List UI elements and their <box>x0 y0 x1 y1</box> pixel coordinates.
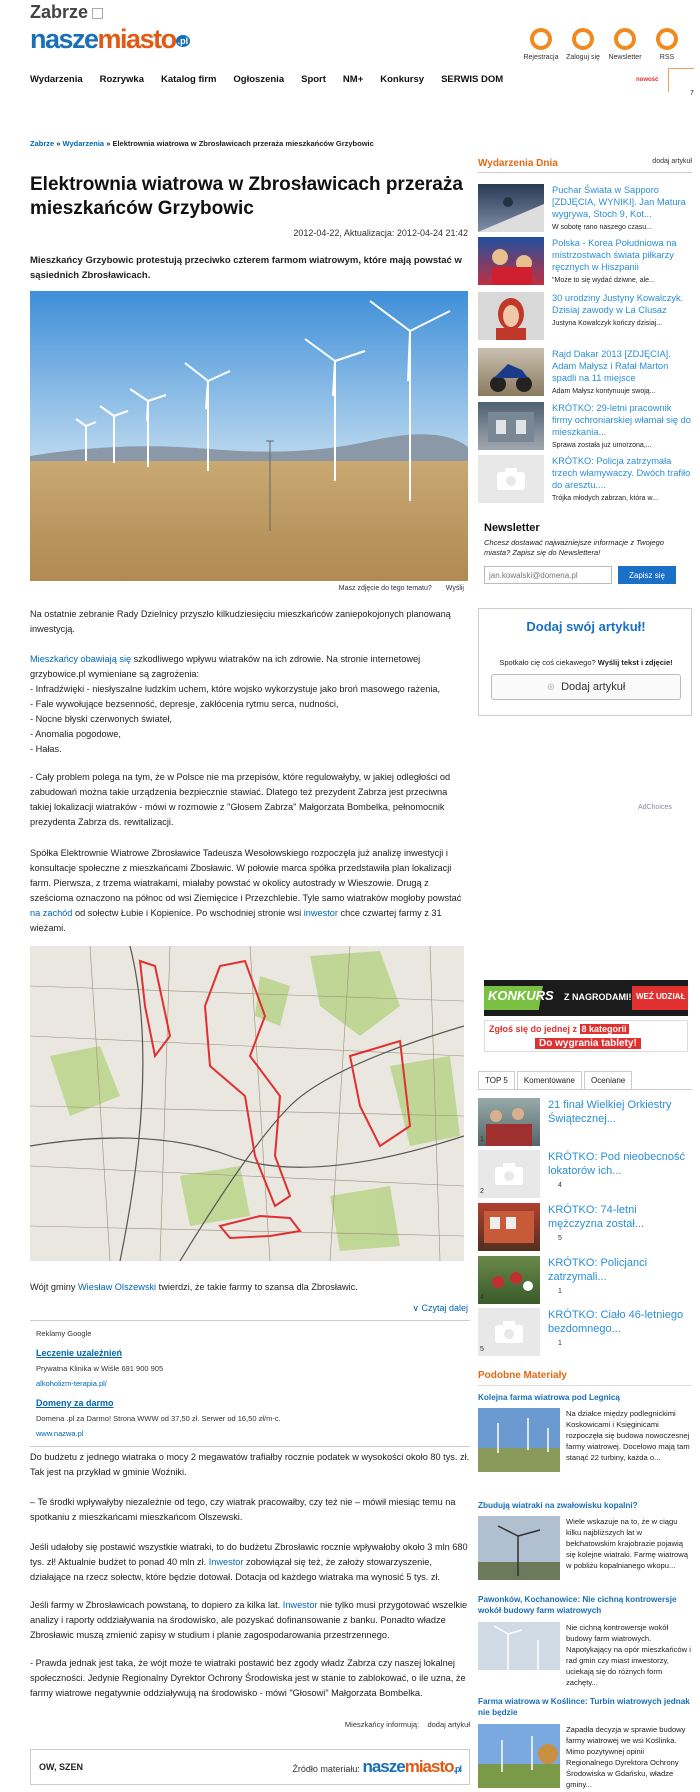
top5-thumb[interactable] <box>478 1150 540 1198</box>
breadcrumb-current: Elektrownia wiatrowa w Zbrosławicach przeraża mieszkańców Grzybowic <box>112 139 374 148</box>
top5-rank: 4 <box>480 1294 484 1301</box>
nav-nm-plus[interactable]: NM+ <box>342 74 364 85</box>
banner2-line2: Do wygrania tablety! <box>535 1038 641 1049</box>
article-link-inwestor-3[interactable]: Inwestor <box>282 1600 318 1610</box>
wd-item[interactable] <box>478 184 692 236</box>
newsletter-text: Chcesz dostawać najważniejsze informacje z Twojego miasta? Zapisz się do Newslettera! <box>484 538 664 557</box>
city-select-icon[interactable] <box>92 8 103 19</box>
article-link-inwestor[interactable]: inwestor <box>303 908 338 918</box>
related-item-title[interactable]: Kolejna farma wiatrowa pod Legnicą <box>478 1393 620 1402</box>
article-p4-text: Spółka Elektrownie Wiatrowe Zbrosławice Tadeusza Wesołowskiego rozpoczęła już analizę inwestycji i konsultacje społeczne z mieszkańcami Zbosławic. W połowie marca spółka przedstawiła plan lokalizacji farm. Pierwsza, z trzema wiatrakami, miałaby powstać w okolicy autostrady w Wieszowie. Drugą z sześcioma oznaczono na północ od wsi Ziemięcice i Przezchlebie. Tyle samo wiatraków mogłoby powstać <box>30 848 462 903</box>
tablet-banner[interactable] <box>484 1020 688 1052</box>
related-thumb[interactable] <box>478 1724 560 1788</box>
related-item-title[interactable]: Farma wiatrowa w Koślince: Turbin wiatrowych jednak nie będzie <box>478 1697 690 1717</box>
article-p8 <box>30 1540 470 1585</box>
ad-desc: Prywatna Klinika w Wiśle 691 900 905 <box>36 1364 164 1373</box>
article-link-inwestor-2[interactable]: Inwestor <box>208 1557 244 1567</box>
top5-item[interactable] <box>478 1098 692 1148</box>
wd-thumb[interactable] <box>478 292 544 340</box>
wd-item[interactable] <box>478 348 692 400</box>
related-item-title[interactable]: Zbudują wiatraki na zwałowisku kopalni? <box>478 1501 638 1510</box>
article-p8-text: Jeśli udałoby się postawić wszystkie wiatraki, to do budżetu Zbrosławic rocznie wpływałoby około 3 mln 680 tys. zł! Aktualnie budżet to ponad 40 mln zł. <box>30 1542 468 1567</box>
wd-item-title[interactable]: 30 urodziny Justyny Kowalczyk. Dzisiaj zawody w La Clusaz <box>552 293 684 315</box>
related-item-text: Nie cichną kontrowersje wokół budowy farm wiatrowych. Napotykający na opór mieszkańców i rad gmin czy miast inwestorzy, uciekają się do różnych form zachęty... <box>566 1623 691 1687</box>
header-icons <box>520 28 688 61</box>
camera-icon <box>496 467 526 491</box>
nav-wydarzenia[interactable]: Wydarzenia <box>30 74 83 85</box>
main-nav <box>30 74 520 85</box>
tab-oceniane[interactable]: Oceniane <box>584 1071 632 1089</box>
city-name[interactable]: Zabrze <box>30 2 103 23</box>
nav-rozrywka[interactable]: Rozrywka <box>99 74 144 85</box>
wd-item[interactable] <box>478 455 692 507</box>
wd-thumb[interactable] <box>478 402 544 450</box>
wd-thumb[interactable] <box>478 455 544 503</box>
wd-item-sub: Trójka młodych zabrzan, która w... <box>552 495 658 502</box>
wd-item-title[interactable]: Polska - Korea Południowa na mistrzostwach świata piłkarzy ręcznych w Hiszpanii <box>552 238 677 272</box>
top5-comments: 1 <box>558 1288 562 1295</box>
nav-extra-box <box>668 68 694 92</box>
ad-url[interactable]: www.nazwa.pl <box>36 1429 84 1438</box>
camera-icon <box>494 1320 524 1344</box>
breadcrumb-sep: » <box>106 139 111 148</box>
top5-item[interactable] <box>478 1150 692 1202</box>
article-link-zachod[interactable]: na zachód <box>30 908 73 918</box>
article-dates: 2012-04-22, Aktualizacja: 2012-04-24 21:42 <box>293 228 468 238</box>
inform-row <box>30 1720 470 1729</box>
related-item[interactable] <box>478 1594 692 1687</box>
banner-udzial: WEŹ UDZIAŁ <box>636 992 686 1001</box>
wd-header <box>478 158 692 173</box>
add-article-title: Dodaj swój artykuł! <box>526 619 646 634</box>
top5-comments: 1 <box>558 1340 562 1347</box>
top5-item[interactable] <box>478 1203 692 1255</box>
rss-icon <box>656 28 678 50</box>
article-photo[interactable] <box>30 291 468 581</box>
register-icon <box>530 28 552 50</box>
wd-thumb[interactable] <box>478 237 544 285</box>
plus-icon: ⊕ <box>546 681 556 693</box>
related-item[interactable] <box>478 1500 692 1590</box>
article-p9 <box>30 1598 470 1643</box>
nav-serwis-dom[interactable]: SERWIS DOM <box>441 74 504 85</box>
article-p3: - Cały problem polega na tym, że w Polsce nie ma przepisów, które regulowałyby, w jakiej odległości od zabudowań można takie urządzenia bezpiecznie stawiać. Dlatego też prezydent Zabrza jest przeciwna takiej lokalizacji wiatraków - mówi w rozmowie z "Głosem Zabrza" Małgorzata Bombelka, pełnomocnik prezydenta Zabrza ds. rewitalizacji. <box>30 772 451 827</box>
banner-nagrody: Z NAGRODAMI! <box>564 992 632 1002</box>
article-title: Elektrownia wiatrowa w Zbrosławicach przeraża mieszkańców Grzybowic <box>30 174 463 219</box>
threat-item: - Anomalia pogodowe, <box>30 729 121 739</box>
article-p4 <box>30 846 470 936</box>
login-link[interactable]: Zaloguj się <box>562 28 604 61</box>
wd-add-link[interactable]: dodaj artykuł <box>652 158 692 165</box>
newsletter-title: Newsletter <box>484 522 540 534</box>
related-title: Podobne Materiały <box>478 1370 692 1386</box>
top5-thumb[interactable] <box>478 1308 540 1356</box>
article-link-obawiaja[interactable]: Mieszkańcy obawiają się <box>30 654 132 664</box>
wd-item[interactable] <box>478 237 692 289</box>
add-q2: Wyślij tekst i zdjęcie! <box>597 658 673 667</box>
ad-desc: Domena .pl za Darmo! Strona WWW od 37,50 zł. Serwer od 16,50 zł/m-c. <box>36 1414 281 1423</box>
tab-komentowane[interactable]: Komentowane <box>517 1071 582 1089</box>
tab-top5[interactable]: TOP 5 <box>478 1071 515 1089</box>
wd-item[interactable] <box>478 292 692 344</box>
register-link[interactable]: Rejestracja <box>520 28 562 61</box>
wd-title: Wydarzenia Dnia <box>478 158 558 169</box>
article-footer <box>30 1749 470 1785</box>
add-q1: Spotkało cię coś ciekawego? <box>499 658 598 667</box>
wd-item-title[interactable]: Puchar Świata w Sapporo [ZDJĘCIA, WYNIKI]. Jan Matura wygrywa, Stoch 9, Kot... <box>552 185 686 219</box>
source-logo[interactable]: naszemiasto.pl <box>362 1757 461 1776</box>
article-p5 <box>30 1280 470 1295</box>
photo-question: Masz zdjęcie do tego tematu? <box>338 585 432 592</box>
google-ads-header: Reklamy Google <box>36 1329 92 1338</box>
top5-title[interactable]: 21 finał Wielkiej Orkiestry Świątecznej... <box>548 1099 672 1125</box>
nav-number: 7 <box>690 90 694 97</box>
newsletter-icon <box>614 28 636 50</box>
inform-label: Mieszkańcy informują: <box>344 1720 420 1729</box>
top5-title[interactable]: KRÓTKO: 74-letni mężczyzna został... <box>548 1204 644 1230</box>
related-item-title[interactable]: Pawonków, Kochanowice: Nie cichną kontrowersje wokół budowy farm wiatrowych <box>478 1595 677 1615</box>
nav-sport[interactable]: Sport <box>301 74 326 85</box>
nav-ogloszenia[interactable]: Ogłoszenia <box>233 74 285 85</box>
top5-thumb[interactable] <box>478 1203 540 1251</box>
related-item[interactable] <box>478 1696 692 1792</box>
read-more-label: Czytaj dalej <box>421 1303 468 1313</box>
newsletter-email-input[interactable] <box>484 566 612 584</box>
ad-title[interactable]: Leczenie uzależnień <box>36 1348 123 1358</box>
threat-list <box>30 682 470 757</box>
top5-rank: 2 <box>480 1188 484 1195</box>
wd-thumb[interactable] <box>478 348 544 396</box>
popular-tabs <box>478 1071 692 1090</box>
article-p4-text: chce czwartej farmy z 31 wieżami. <box>30 908 442 933</box>
newsletter-subscribe-button[interactable]: Zapisz się <box>618 566 676 584</box>
site-logo[interactable]: naszemiasto .pl <box>30 24 189 54</box>
wd-item-sub: W sobotę rano naszego czasu... <box>552 224 652 231</box>
top5-thumb[interactable] <box>478 1098 540 1146</box>
article-p7: – Te środki wpływałyby niezależnie od tego, czy wiatrak pracowałby, czy też nie – mówił miesiąc temu na spotkaniu z mieszkańcami mieszkańcom Olszewski. <box>30 1497 456 1522</box>
banner2-line1: Zgłoś się do jednej z 8 kategorii <box>489 1024 627 1034</box>
camera-icon <box>494 1162 524 1186</box>
wd-item-title[interactable]: Rajd Dakar 2013 [ZDJĘCIA]. Adam Małysz i Rafał Marton spadli na 11 miejsce <box>552 349 671 383</box>
wd-item[interactable] <box>478 402 692 454</box>
article-p9-text: Jeśli farmy w Zbrosławicach powstaną, to dopiero za kilka lat. <box>30 1600 283 1610</box>
article-p5-text: Wójt gminy <box>30 1282 78 1292</box>
breadcrumb <box>30 139 374 148</box>
breadcrumb-zabrze[interactable]: Zabrze <box>30 139 55 148</box>
nav-konkursy[interactable]: Konkursy <box>380 74 425 85</box>
related-item-text: Na działce między podlegnickimi Koskowicami i Księginicami rozpoczęła się budowa nowoczesnej farmy wiatrowej. Docelowo mają tam stanąć 22 turbiny, każda o... <box>566 1409 690 1462</box>
article-p4-text: od sołectw Łubie i Kopienice. Po wschodniej stronie wsi <box>72 908 304 918</box>
source-label: Źródło materiału: <box>292 1764 360 1774</box>
top5-title[interactable]: KRÓTKO: Policjanci zatrzymali... <box>548 1257 648 1283</box>
wd-item-sub: Justyna Kowalczyk kończy dzisiaj... <box>552 320 663 327</box>
wd-item-sub: Adam Małysz kontynuuje swoją... <box>552 388 656 395</box>
inform-add-link[interactable]: dodaj artykuł <box>427 1720 470 1729</box>
nav-katalog-firm[interactable]: Katalog firm <box>160 74 217 85</box>
read-more-link[interactable] <box>380 1303 468 1314</box>
top5-title[interactable]: KRÓTKO: Pod nieobecność lokatorów ich... <box>548 1151 685 1177</box>
wd-item-title[interactable]: KRÓTKO: 29-letni pracownik firmy ochroniarskiej włamał się do mieszkania... <box>552 403 691 437</box>
wd-item-sub: "Może to się wydać dziwne, ale... <box>552 277 655 284</box>
top5-title[interactable]: KRÓTKO: Ciało 46-letniego bezdomnego... <box>548 1309 684 1335</box>
article-p2-text: szkodliwego wpływu wiatraków na ich zdrowie. Na stronie internetowej grzybowice.pl wymieniane są zagrożenia: <box>30 654 421 679</box>
wd-item-title[interactable]: KRÓTKO: Policja zatrzymała trzech włamywaczy. Dwóch trafiło do aresztu.... <box>552 456 691 490</box>
related-thumb[interactable] <box>478 1516 560 1580</box>
related-item[interactable] <box>478 1392 692 1482</box>
article-p5-text: twierdzi, że takie farmy to szansa dla Zbrosławic. <box>156 1282 358 1292</box>
article-p6: Do budżetu z jednego wiatraka o mocy 2 megawatów trafiałby rocznie podatek w wysokości około 80 tys. zł. Tak jest na przykład w gminie Woźniki. <box>30 1452 470 1477</box>
top5-item[interactable] <box>478 1308 692 1360</box>
related-item-text: Zapadła decyzja w sprawie budowy farmy wiatrowej we wsi Koślinka. Mimo pozytywnej opinii Regionalnego Dyrektora Ochrony Środowiska w Gdańsku, władze gminy... <box>566 1725 686 1789</box>
add-article-box <box>478 608 692 716</box>
related-thumb[interactable] <box>478 1622 560 1670</box>
ad-url[interactable]: alkoholizm-terapia.pl/ <box>36 1379 107 1388</box>
article-p2 <box>30 652 470 682</box>
breadcrumb-wydarzenia[interactable]: Wydarzenia <box>62 139 105 148</box>
contest-banner[interactable] <box>484 980 688 1016</box>
wd-thumb[interactable] <box>478 184 544 232</box>
top5-rank: 1 <box>480 1136 484 1143</box>
article-p1: Na ostatnie zebranie Rady Dzielnicy przyszło kilkudziesięciu mieszkańców zaniepokojonych planowaną inwestycją. <box>30 609 451 634</box>
threat-item: - Nocne błyski czerwonych świateł, <box>30 714 172 724</box>
adchoices-label[interactable]: AdChoices <box>638 804 672 811</box>
breadcrumb-sep: » <box>56 139 61 148</box>
top5-thumb[interactable] <box>478 1256 540 1304</box>
top5-rank: 5 <box>480 1346 484 1353</box>
article-p10: - Prawda jednak jest taka, że wójt może te wiatraki postawić bez zgody władz Zabrza czy naszej lokalnej społeczności. Jedynie Regionalny Dyrektor Ochrony Środowiska jest w stanie to zablokować, o ile uzna, że farmy wiatrowe negatywnie oddziaływują na środowisko - mówi "Głosowi" Małgorzata Bombelka. <box>30 1658 466 1698</box>
article-link-olszewski[interactable]: Wiesław Olszewski <box>78 1282 157 1292</box>
ad-title[interactable]: Domeny za darmo <box>36 1398 114 1408</box>
add-article-question <box>479 658 693 667</box>
threat-item: - Hałas. <box>30 744 62 754</box>
add-article-button[interactable] <box>491 674 681 700</box>
article-p8-text: zobowiązał się też, że założy stowarzyszenie, działające na rzecz sołectw, które będzie dotował. Dotacja od każdego wiatraka ma wynosić 5 tys. zł. <box>30 1557 441 1582</box>
top5-comments: 5 <box>558 1235 562 1242</box>
add-article-label: Dodaj artykuł <box>561 681 626 693</box>
chevron-down-icon: ∨ <box>412 1303 422 1313</box>
top5-comments: 4 <box>558 1182 562 1189</box>
threat-item: - Infradźwięki - niesłyszalne ludzkim uchem, które wojsko wykorzystuje jako broń masowego rażenia, <box>30 684 441 694</box>
windfarm-map[interactable] <box>30 946 464 1261</box>
top5-item[interactable] <box>478 1256 692 1308</box>
article-source <box>292 1757 461 1777</box>
login-icon <box>572 28 594 50</box>
photo-caption <box>30 585 464 592</box>
threat-item: - Fale wywołujące bezsenność, depresje, zakłócenia rytmu serca, nudności, <box>30 699 339 709</box>
related-item-text: Wiele wskazuje na to, że w ciągu kilku najbliższych lat w bełchatowskim krajobrazie pojawią się kolejne wiatraki. Farmę wiatrową w pobliżu kopalnianego wkopu... <box>566 1517 688 1570</box>
banner-konkurs: KONKURS <box>488 988 554 1003</box>
article-p9-text: nie tylko musi przygotować wszelkie analizy i raporty oddziaływania na środowisko, ale pozyskać dofinansowanie z banku. Ponadto władze Zbrosławic muszą zmienić zapisy w studium i planie zagospodarowania przestrzennego. <box>30 1600 468 1640</box>
newsletter-link[interactable]: Newsletter <box>604 28 646 61</box>
top5-rank: 3 <box>480 1241 484 1248</box>
article-author: OW, SZEN <box>39 1762 84 1772</box>
photo-send-link[interactable]: Wyślij <box>445 585 464 592</box>
new-badge: nowość <box>636 77 659 83</box>
related-thumb[interactable] <box>478 1408 560 1472</box>
google-ads <box>30 1320 470 1447</box>
rss-link[interactable]: RSS <box>646 28 688 61</box>
article-lead: Mieszkańcy Grzybowic protestują przeciwko czterem farmom wiatrowym, które mają powstać w sąsiednich Zbrosławicach. <box>30 255 462 281</box>
wd-item-sub: Sprawa została już umorzona,... <box>552 442 652 449</box>
